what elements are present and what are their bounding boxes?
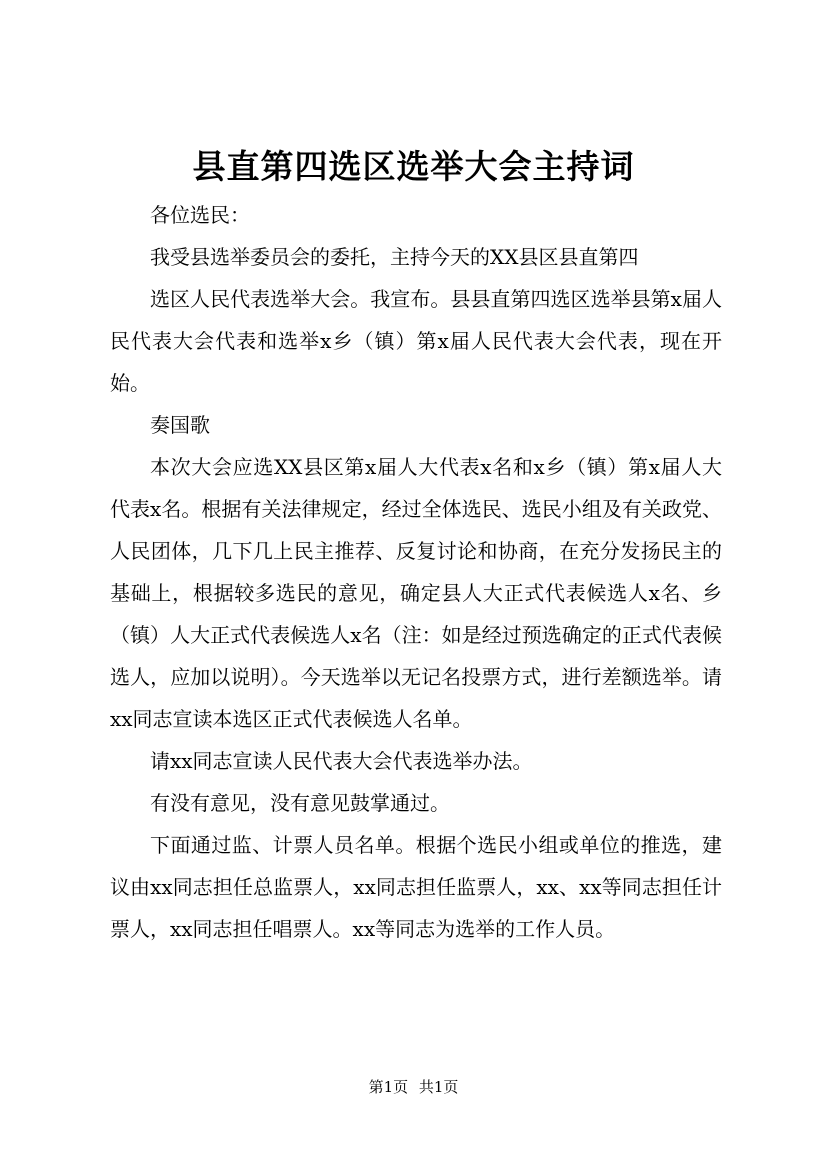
paragraph-anthem: 奏国歌 — [150, 413, 210, 437]
page-number: 第1页 — [368, 1078, 409, 1096]
paragraph-election-method: 请xx同志宣读人民代表大会代表选举办法。 — [150, 749, 533, 773]
document-title: 县直第四选区选举大会主持词 — [192, 147, 635, 186]
paragraph-entrusted: 我受县选举委员会的委托，主持今天的XX县区县直第四 — [150, 245, 639, 269]
paragraph-candidates: 本次大会应选XX县区第x届人大代表x名和x乡（镇）第x届人大代表x名。根据有关法律规定，经过全体选民、选民小组及有关政党、人民团体，几下几上民主推荐、反复讨论和协商，在充分发扬民主的基础上，根据较多选民的意见，确定县人大正式代表候选人x名、乡（镇）人大正式代表候选人x名（注：如是经过预选确定的正式代表候选人，应加以说明）。今天选举以无记名投票方式，进行差额选举。请xx同志宣读本选区正式代表候选人名单。 — [110, 455, 722, 731]
paragraph-vote-counters: 下面通过监、计票人员名单。根据个选民小组或单位的推选，建议由xx同志担任总监票人，xx同志担任监票人，xx、xx等同志担任计票人，xx同志担任唱票人。xx等同志为选举的工作人员。 — [110, 833, 722, 941]
paragraph-announcement: 选区人民代表选举大会。我宣布。县县直第四选区选举县第x届人民代表大会代表和选举x乡（镇）第x届人民代表大会代表，现在开始。 — [110, 287, 722, 395]
paragraph-greeting: 各位选民： — [150, 203, 250, 227]
page-footer — [0, 1077, 827, 1097]
page-total: 共1页 — [418, 1078, 459, 1096]
document-body — [110, 194, 722, 950]
paragraph-approval: 有没有意见，没有意见鼓掌通过。 — [150, 791, 450, 815]
